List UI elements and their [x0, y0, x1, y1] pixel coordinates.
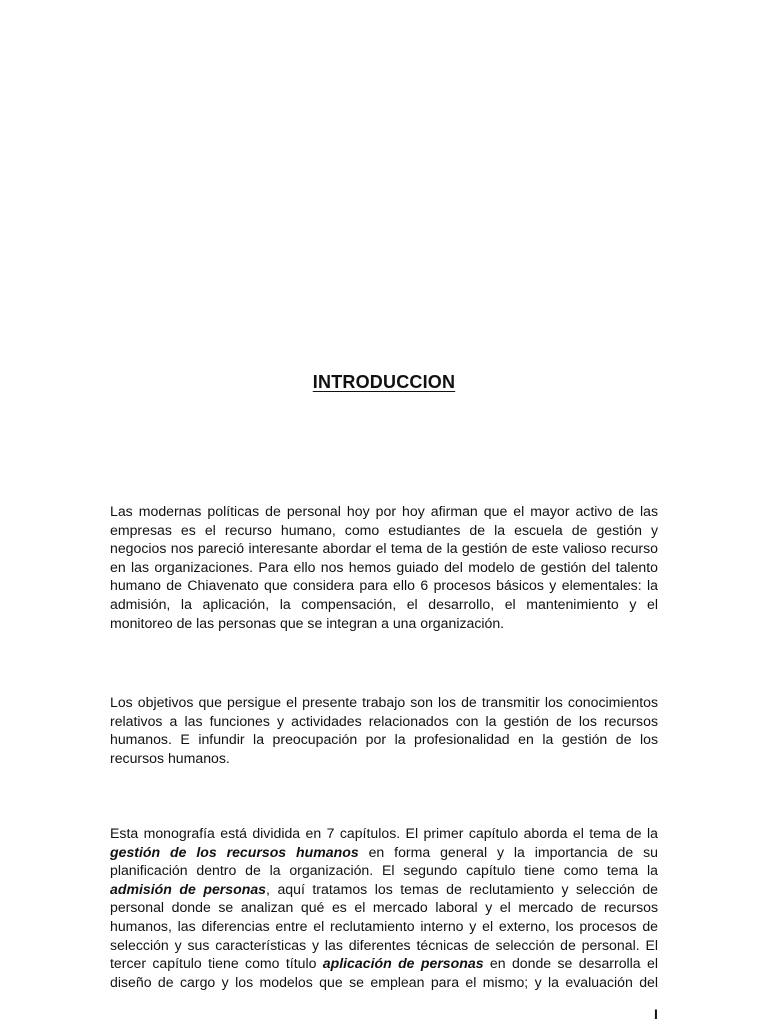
emphasis-text: admisión de personas — [110, 880, 267, 897]
paragraph-line: admisión, la aplicación, la compensación, el desarrollo, el mantenimiento y el — [110, 595, 658, 612]
paragraph-line: relativos a las funciones y actividades relacionados con la gestión de los recursos — [110, 712, 658, 729]
paragraph-line: personal donde se analizan qué es el mercado laboral y el mercado de recursos — [110, 899, 658, 916]
paragraph-text: en forma general y la importancia de su — [358, 843, 658, 860]
intro-paragraph-3 — [110, 824, 658, 991]
paragraph-line: planificación dentro de la organización. El segundo capítulo tiene como tema la — [110, 862, 658, 879]
paragraph-text: , aquí tratamos los temas de reclutamiento y selección de — [266, 880, 658, 897]
page-title: INTRODUCCION — [312, 372, 456, 392]
paragraph-line: diseño de cargo y los modelos que se emplean para el mismo; y la evaluación del — [110, 973, 658, 990]
paragraph-line: monitoreo de las personas que se integran a una organización. — [110, 614, 505, 631]
paragraph-line — [110, 880, 658, 899]
paragraph-line: humano de Chiavenato que considera para ello 6 procesos básicos y elementales: la — [110, 577, 658, 594]
page-number: I — [654, 1006, 658, 1022]
paragraph-line: recursos humanos. — [110, 749, 230, 766]
intro-paragraph-1 — [110, 502, 658, 632]
paragraph-line — [110, 954, 658, 973]
paragraph-line: empresas es el recurso humano, como estudiantes de la escuela de gestión y — [110, 521, 658, 538]
paragraph-line: Esta monografía está dividida en 7 capítulos. El primer capítulo aborda el tema de la — [110, 825, 658, 841]
paragraph-line: Las modernas políticas de personal hoy por hoy afirman que el mayor activo de las — [110, 503, 658, 519]
paragraph-line: selección y sus características y las diferentes técnicas de selección de personal. El — [110, 936, 658, 953]
paragraph-line: humanos, las diferencias entre el reclutamiento interno y el externo, los procesos de — [110, 917, 658, 934]
emphasis-text: aplicación de personas — [322, 955, 484, 972]
paragraph-line: humanos. E infundir la preocupación por la profesionalidad en la gestión de los — [110, 731, 658, 748]
paragraph-line — [110, 843, 658, 862]
intro-paragraph-2 — [110, 693, 658, 767]
emphasis-text: gestión de los recursos humanos — [110, 843, 359, 860]
paragraph-text: en donde se desarrolla el — [483, 955, 658, 972]
paragraph-line: Los objetivos que persigue el presente trabajo son los de transmitir los conocimientos — [110, 694, 658, 710]
paragraph-line: negocios nos pareció interesante abordar el tema de la gestión de este valioso recurso — [110, 540, 658, 557]
paragraph-line: en las organizaciones. Para ello nos hemos guiado del modelo de gestión del talento — [110, 558, 658, 575]
paragraph-text: tercer capítulo tiene como título — [110, 955, 323, 972]
